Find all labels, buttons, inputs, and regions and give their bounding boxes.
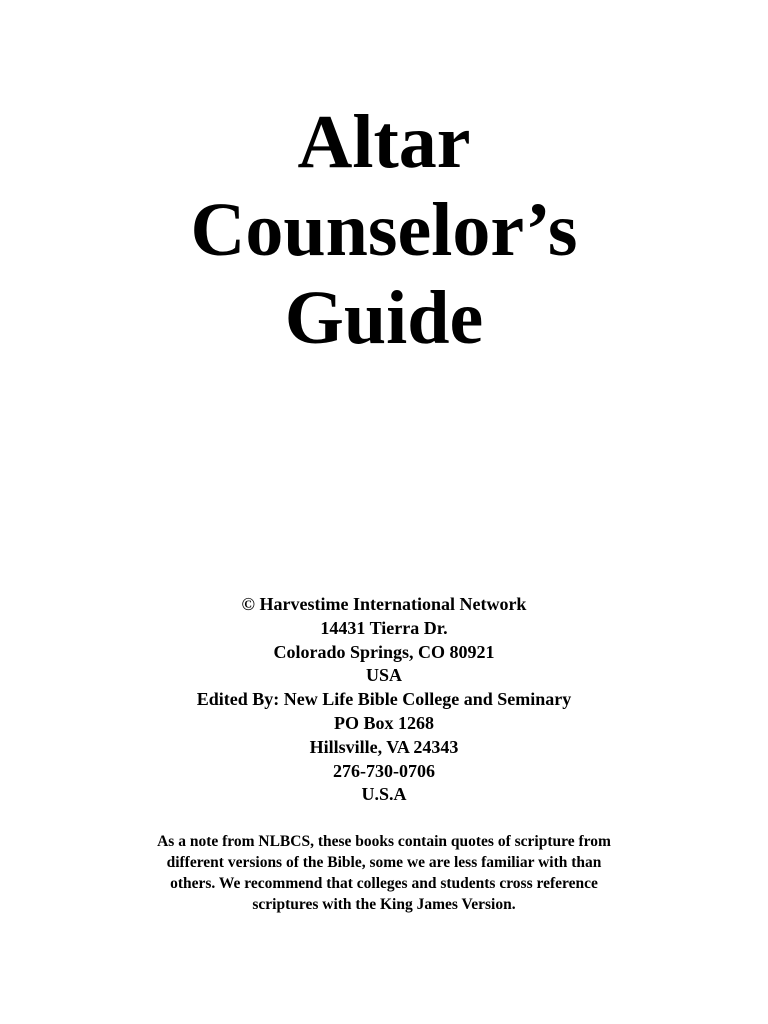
note-line-1: As a note from NLBCS, these books contain quotes of scripture from [157,833,611,850]
publisher-country: USA [365,665,402,686]
editor-country: U.S.A [361,784,407,805]
editor-po-box: PO Box 1268 [333,712,434,733]
document-title [0,98,768,362]
address-block [0,593,768,807]
title-line-1: Altar [297,100,471,184]
copyright-line: © Harvestime International Network [241,594,527,614]
note-line-3: others. We recommend that colleges and students cross reference [170,875,598,892]
editor-phone: 276-730-0706 [333,760,435,781]
title-line-2: Counselor’s [190,188,578,272]
editor-city: Hillsville, VA 24343 [309,736,459,757]
edited-by-line: Edited By: New Life Bible College and Seminary [196,689,572,710]
note-line-4: scriptures with the King James Version. [252,896,516,913]
title-line-3: Guide [284,276,484,360]
publisher-street: 14431 Tierra Dr. [320,617,448,638]
scripture-note [100,831,668,915]
publisher-city: Colorado Springs, CO 80921 [273,641,495,662]
note-line-2: different versions of the Bible, some we are less familiar with than [166,854,602,871]
